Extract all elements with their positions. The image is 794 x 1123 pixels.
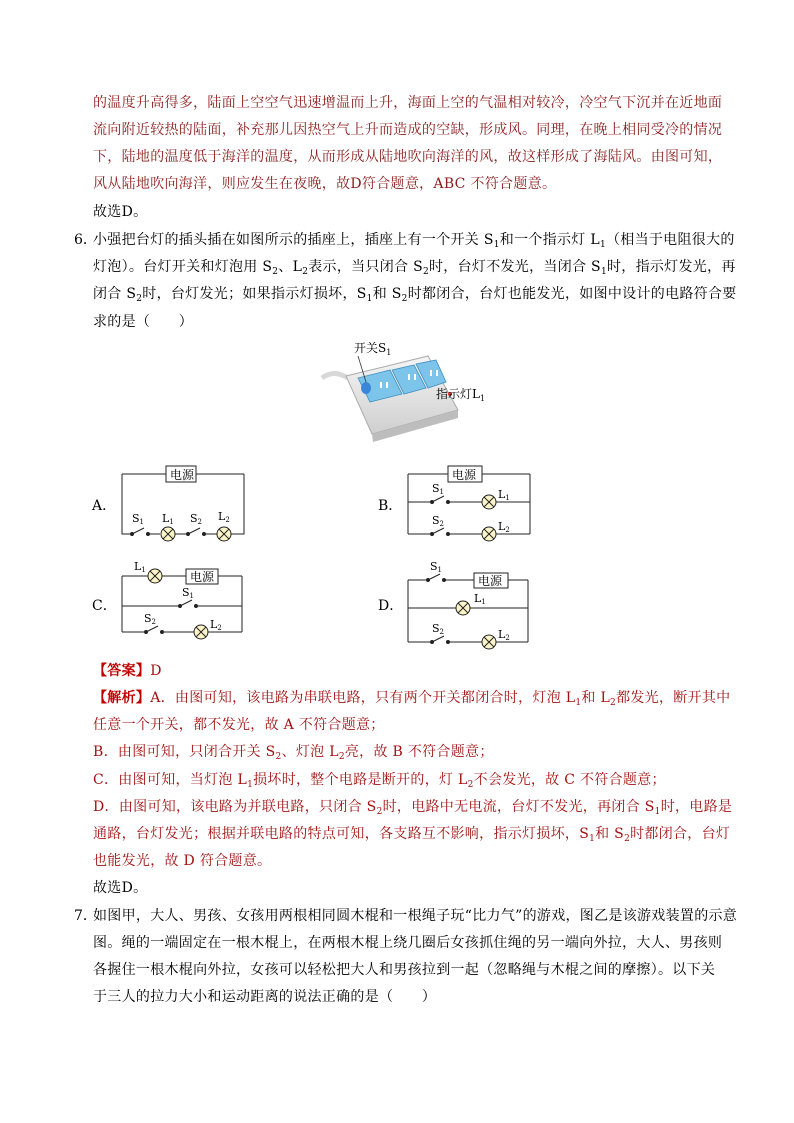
option-d-label: D． [378,598,404,614]
svg-text:S2: S2 [432,514,445,528]
power-strip-figure [318,338,498,448]
svg-text:L1: L1 [474,592,486,606]
question-7-line-4: 于三人的拉力大小和运动距离的说法正确的是（ ） [93,989,437,1005]
q6-conclusion: 故选D。 [93,880,148,896]
answer-value: D [150,663,162,679]
circuit-b [404,462,534,547]
power-label-c: 电源 [190,570,215,584]
explanation-line-1: 的温度升高得多，陆面上空空气迅速增温而上升，海面上空的气温相对较冷，冷空气下沉并在近地面 [93,95,723,111]
question-6-number: 6． [74,232,97,248]
analysis-line-1: 【解析】A．由图可知，该电路为串联电路，只有两个开关都闭合时，灯泡 $L_1$和 $L_2$都发光，断开其中 [93,690,731,708]
power-label-a: 电源 [170,468,195,482]
option-a-label: A． [92,498,117,514]
analysis-line-4: C．由图可知，当灯泡 $L_1$损坏时，整个电路是断开的，灯 $L_2$不会发光，故 C 不符合题意； [93,772,666,790]
circuit-c [118,556,248,646]
svg-text:S2: S2 [190,512,203,526]
explanation-line-3: 下，陆地的温度低于海洋的温度，从而形成从陆地吹向海洋的风，故这样形成了海陆风。由图可知， [93,149,723,165]
question-7-line-2: 图。绳的一端固定在一根木棍上，在两根木棍上绕几圈后女孩抓住绳的另一端向外拉，大人、男孩则 [93,935,723,951]
analysis-line-3: B．由图可知，只闭合开关 $S_2$、灯泡 $L_2$亮，故 B 不符合题意； [93,744,494,762]
switch-button-shape [361,382,371,394]
question-7-line-3: 各握住一根木棍向外拉，女孩可以轻松把大人和男孩拉到一起（忽略绳与木棍之间的摩擦）。以下关 [93,962,716,978]
answer-tag: 【答案】 [93,663,151,679]
svg-text:L2: L2 [498,520,510,534]
svg-text:S1: S1 [132,512,145,526]
question-6-line-2: 灯泡）。台灯开关和灯泡用 $S_2$、$L_2$表示，当只闭合 $S_2$时，台灯不发光，当闭合 $S_1$时，指示灯发光，再 [93,259,736,277]
power-label-b: 电源 [452,468,477,482]
circuit-a [118,462,248,542]
option-b-label: B． [378,498,403,514]
question-7-number: 7． [74,908,97,924]
svg-text:S1: S1 [430,560,443,574]
svg-text:L2: L2 [498,628,510,642]
indicator-label: 指示灯$L_1$ [436,387,486,403]
svg-text:L2: L2 [210,618,222,632]
svg-text:L2: L2 [218,510,230,524]
explanation-line-2: 流向附近较热的陆面，补充那儿因热空气上升而造成的空缺，形成风。同理，在晚上相同受冷的情况 [93,122,723,138]
explanation-line-4: 风从陆地吹向海洋，则应发生在夜晚，故D符合题意，ABC 不符合题意。 [93,176,557,192]
svg-text:S2: S2 [432,622,445,636]
question-6-line-3: 闭合 $S_2$时，台灯发光；如果指示灯损坏，$S_1$和 $S_2$时都闭合，台灯也能发光，如图中设计的电路符合要 [93,286,737,304]
svg-text:L1: L1 [162,512,174,526]
circuit-d [404,556,534,656]
analysis-line-6: 通路，台灯发光；根据并联电路的特点可知，各支路互不影响，指示灯损坏，$S_1$和 $S_2$时都闭合，台灯 [93,826,731,844]
svg-text:L1: L1 [134,560,146,574]
switch-label: 开关$S_1$ [354,341,392,357]
svg-text:L1: L1 [498,488,510,502]
analysis-line-7: 也能发光，故 D 符合题意。 [93,853,272,869]
analysis-line-5: D．由图可知，该电路为并联电路，只闭合 $S_2$时，电路中无电流，台灯不发光，再闭合 $S_1$时，电路是 [93,799,733,817]
cable-shape [322,374,348,379]
question-7-line-1: 如图甲，大人、男孩、女孩用两根相同圆木棍和一根绳子玩“比力气”的游戏，图乙是该游戏装置的示意 [93,908,738,924]
svg-text:S2: S2 [144,612,157,626]
prev-conclusion: 故选D。 [93,204,148,220]
question-6-line-4: 求的是（ ） [93,314,194,330]
answer-line [93,661,162,681]
analysis-line-2: 任意一个开关，都不发光，故 A 不符合题意； [93,717,385,733]
svg-text:S1: S1 [432,482,445,496]
svg-text:S1: S1 [182,586,195,600]
power-label-d: 电源 [478,574,503,588]
question-6-line-1: 小强把台灯的插头插在如图所示的插座上，插座上有一个开关 $S_1$和一个指示灯 $L_1$（相当于电阻很大的 [93,232,735,250]
option-c-label: C． [92,598,117,614]
